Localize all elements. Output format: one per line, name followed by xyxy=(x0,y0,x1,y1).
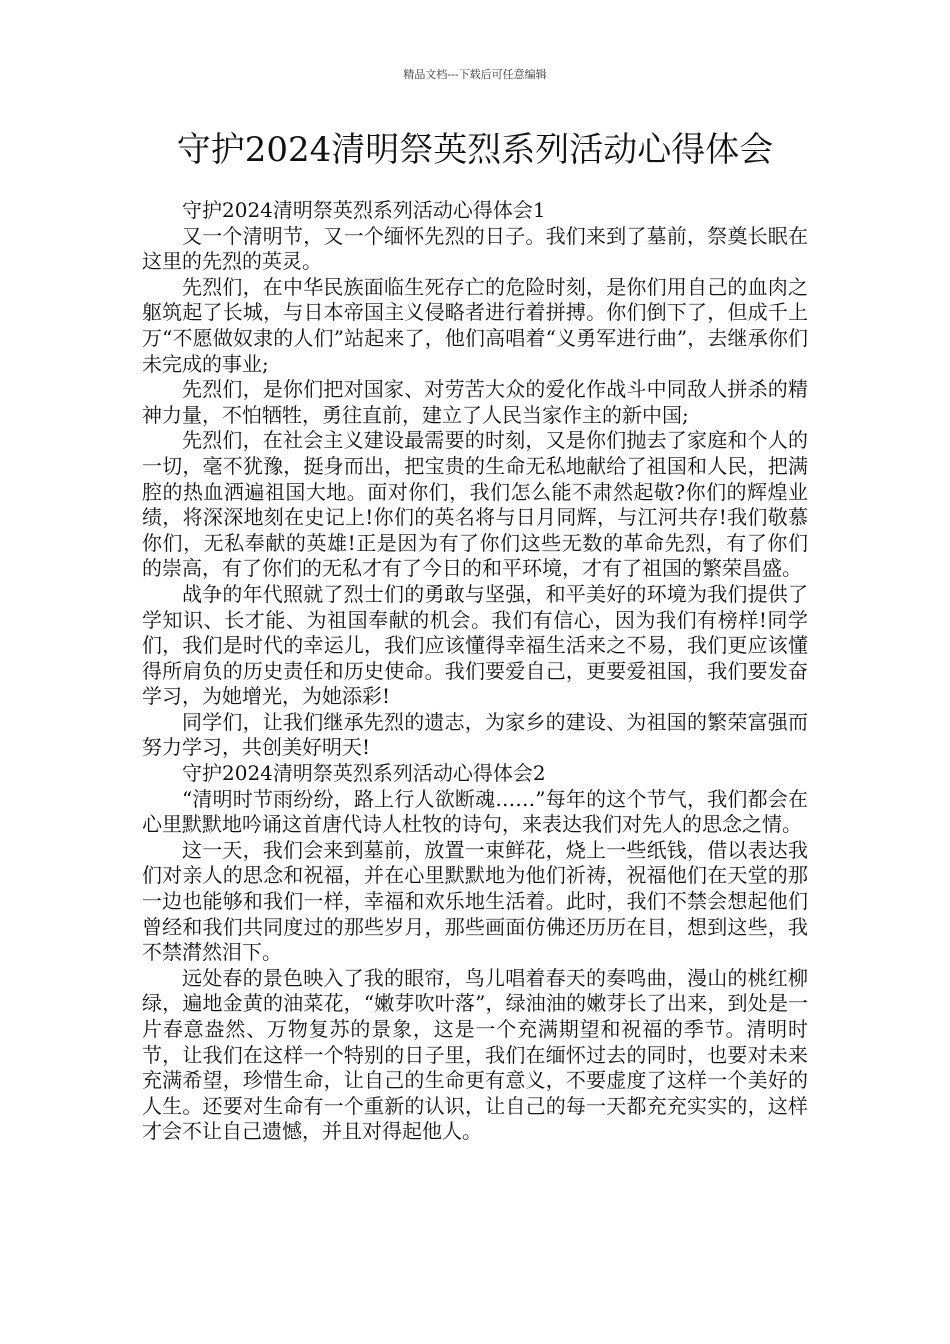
paragraph: 同学们，让我们继承先烈的遗志，为家乡的建设、为祖国的繁荣富强而努力学习，共创美好明天! xyxy=(142,709,808,760)
document-body xyxy=(142,198,808,1145)
section-heading-2: 守护2024清明祭英烈系列活动心得体会2 xyxy=(182,761,546,786)
paragraph: 这一天，我们会来到墓前，放置一束鲜花，烧上一些纸钱，借以表达我们对亲人的思念和祝福，并在心里默默地为他们祈祷，祝福他们在天堂的那一边也能够和我们一样，幸福和欢乐地生活着。此时，我们不禁会想起他们曾经和我们共同度过的那些岁月，那些画面仿佛还历历在目，想到这些，我不禁潸然泪下。 xyxy=(142,837,808,965)
paragraph: 又一个清明节，又一个缅怀先烈的日子。我们来到了墓前，祭奠长眠在这里的先烈的英灵。 xyxy=(142,223,808,274)
section-heading-1: 守护2024清明祭英烈系列活动心得体会1 xyxy=(182,198,546,222)
paragraph: 战争的年代照就了烈士们的勇敢与坚强，和平美好的环境为我们提供了学知识、长才能、为祖国奉献的机会。我们有信心，因为我们有榜样!同学们，我们是时代的幸运儿，我们应该懂得幸福生活来之不易，我们更应该懂得所肩负的历史责任和历史使命。我们要爱自己，更要爱祖国，我们要发奋学习，为她增光，为她添彩! xyxy=(142,581,808,709)
paragraph: 先烈们，是你们把对国家、对劳苦大众的爱化作战斗中同敌人拼杀的精神力量，不怕牺牲，勇往直前，建立了人民当家作主的新中国; xyxy=(142,377,808,427)
paragraph: “清明时节雨纷纷，路上行人欲断魂……”每年的这个节气，我们都会在心里默默地吟诵这首唐代诗人杜牧的诗句，来表达我们对先人的思念之情。 xyxy=(142,786,808,837)
header-note: 精品文档---下载后可任意编辑 xyxy=(403,68,547,81)
paragraph: 先烈们，在中华民族面临生死存亡的危险时刻，是你们用自己的血肉之躯筑起了长城，与日本帝国主义侵略者进行着拼搏。你们倒下了，但成千上万“不愿做奴隶的人们”站起来了，他们高唱着“义勇军进行曲”，去继承你们未完成的事业; xyxy=(142,274,808,376)
document-title: 守护2024清明祭英烈系列活动心得体会 xyxy=(176,130,774,170)
paragraph: 远处春的景色映入了我的眼帘，鸟儿唱着春天的奏鸣曲，漫山的桃红柳绿，遍地金黄的油菜花，“嫩芽吹叶落”，绿油油的嫩芽长了出来，到处是一片春意盎然、万物复苏的景象，这是一个充满期望和祝福的季节。清明时节，让我们在这样一个特别的日子里，我们在缅怀过去的同时，也要对未来充满希望，珍惜生命，让自己的生命更有意义，不要虚度了这样一个美好的人生。还要对生命有一个重新的认识，让自己的每一天都充充实实的，这样才会不让自己遗憾，并且对得起他人。 xyxy=(142,965,808,1144)
paragraph: 先烈们，在社会主义建设最需要的时刻，又是你们抛去了家庭和个人的一切，毫不犹豫，挺身而出，把宝贵的生命无私地献给了祖国和人民，把满腔的热血洒遍祖国大地。面对你们，我们怎么能不肃然起敬?你们的辉煌业绩，将深深地刻在史记上!你们的英名将与日月同辉，与江河共存!我们敬慕你们，无私奉献的英雄!正是因为有了你们这些无数的革命先烈，有了你们的崇高，有了你们的无私才有了今日的和平环境，才有了祖国的繁荣昌盛。 xyxy=(142,428,808,581)
